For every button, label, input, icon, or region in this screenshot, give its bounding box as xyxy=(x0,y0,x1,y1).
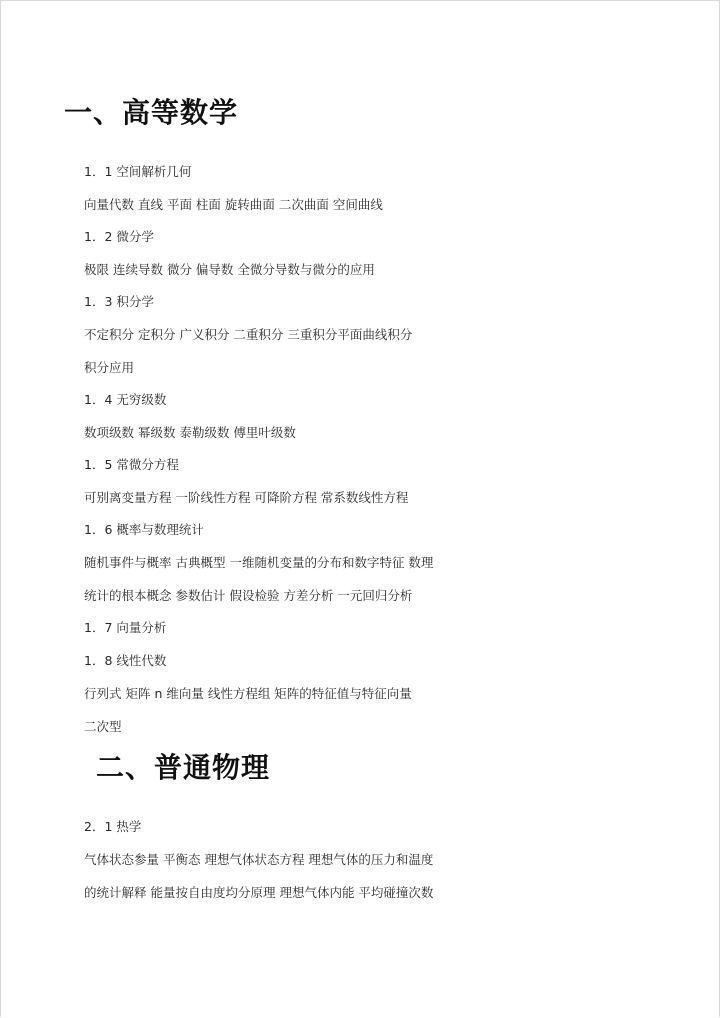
content-line: 不定积分 定积分 广义积分 二重积分 三重积分平面曲线积分 xyxy=(84,327,413,342)
content-line: 积分应用 xyxy=(84,360,135,375)
subsection-heading: 1．5 常微分方程 xyxy=(84,457,179,472)
subsection-heading: 1．7 向量分析 xyxy=(84,620,167,635)
subsection-heading: 1．3 积分学 xyxy=(84,294,154,309)
subsection-heading: 1．4 无穷级数 xyxy=(84,392,167,407)
content-line: 行列式 矩阵 n 维向量 线性方程组 矩阵的特征值与特征向量 xyxy=(84,686,412,701)
section-title-math: 一、高等数学 xyxy=(64,96,239,129)
content-line: 气体状态参量 平衡态 理想气体状态方程 理想气体的压力和温度 xyxy=(84,852,434,867)
section-title-physics: 二、普通物理 xyxy=(96,751,271,784)
content-line: 数项级数 幂级数 泰勒级数 傅里叶级数 xyxy=(84,425,296,440)
content-line: 向量代数 直线 平面 柱面 旋转曲面 二次曲面 空间曲线 xyxy=(84,197,383,212)
content-line: 极限 连续导数 微分 偏导数 全微分导数与微分的应用 xyxy=(84,262,375,277)
subsection-heading: 1．6 概率与数理统计 xyxy=(84,522,204,537)
subsection-heading: 1．2 微分学 xyxy=(84,229,154,244)
content-line: 的统计解释 能量按自由度均分原理 理想气体内能 平均碰撞次数 xyxy=(84,885,434,900)
content-line: 可别离变量方程 一阶线性方程 可降阶方程 常系数线性方程 xyxy=(84,490,409,505)
content-line: 二次型 xyxy=(84,719,122,734)
content-line: 统计的根本概念 参数估计 假设检验 方差分析 一元回归分析 xyxy=(84,588,413,603)
content-line: 随机事件与概率 古典概型 一维随机变量的分布和数字特征 数理 xyxy=(84,555,434,570)
subsection-heading: 1．1 空间解析几何 xyxy=(84,164,192,179)
subsection-heading: 1．8 线性代数 xyxy=(84,653,167,668)
subsection-heading: 2．1 热学 xyxy=(84,819,142,834)
